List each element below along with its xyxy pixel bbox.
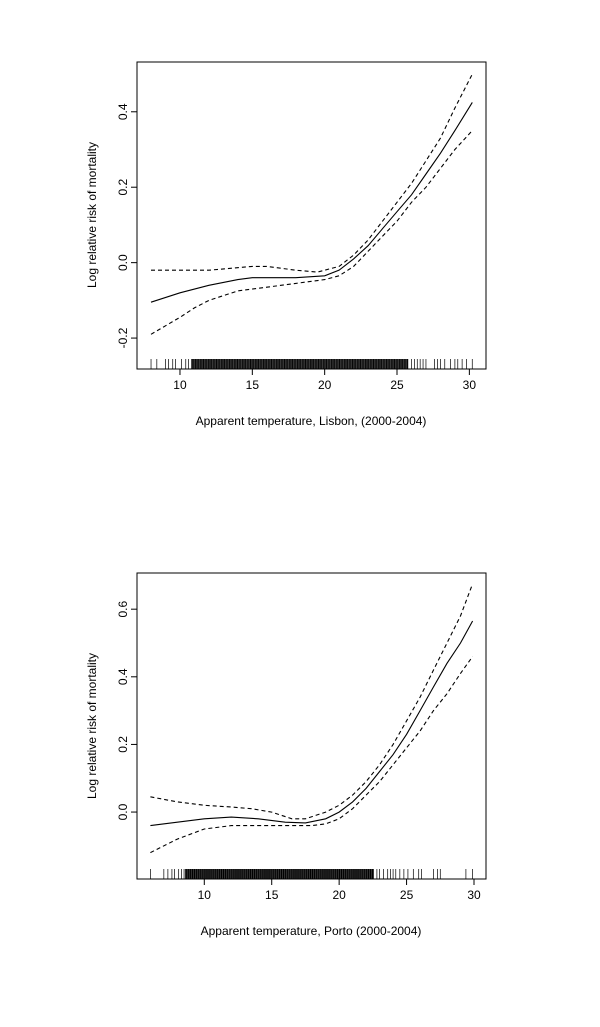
- lisbon-panel: [85, 62, 486, 428]
- rug-marks: [151, 359, 472, 369]
- y-tick-label: 0.4: [116, 103, 130, 121]
- fit-line: [150, 621, 472, 826]
- y-axis-label: Log relative risk of mortality: [85, 141, 99, 289]
- x-tick-label: 10: [173, 378, 187, 392]
- porto-panel: [85, 573, 486, 938]
- confidence-band-line: [151, 131, 472, 335]
- x-axis-label: Apparent temperature, Porto (2000-2004): [200, 924, 422, 938]
- y-tick-label: 0.0: [116, 803, 130, 821]
- confidence-band-line: [150, 657, 472, 853]
- x-tick-label: 25: [399, 888, 414, 902]
- confidence-band-line: [151, 74, 472, 272]
- x-tick-label: 20: [332, 888, 346, 902]
- plot-frame: [137, 573, 486, 879]
- x-tick-label: 20: [317, 378, 332, 392]
- y-tick-label: 0.0: [116, 254, 130, 271]
- y-tick-label: 0.2: [116, 736, 130, 753]
- y-tick-label: 0.2: [116, 178, 130, 196]
- y-tick-label: -0.2: [116, 327, 130, 349]
- confidence-band-line: [150, 584, 472, 819]
- y-tick-label: 0.4: [116, 668, 130, 686]
- fit-line: [151, 102, 472, 302]
- rug-marks: [150, 869, 472, 879]
- x-tick-label: 15: [245, 378, 260, 392]
- x-tick-label: 30: [462, 378, 477, 392]
- x-tick-label: 15: [265, 888, 279, 902]
- y-tick-label: 0.6: [116, 600, 130, 618]
- x-tick-label: 30: [467, 888, 481, 902]
- x-tick-label: 25: [390, 378, 404, 392]
- x-axis-label: Apparent temperature, Lisbon, (2000-2004): [195, 414, 427, 428]
- plot-frame: [137, 62, 486, 369]
- y-axis-label: Log relative risk of mortality: [85, 652, 99, 800]
- x-tick-label: 10: [197, 888, 211, 902]
